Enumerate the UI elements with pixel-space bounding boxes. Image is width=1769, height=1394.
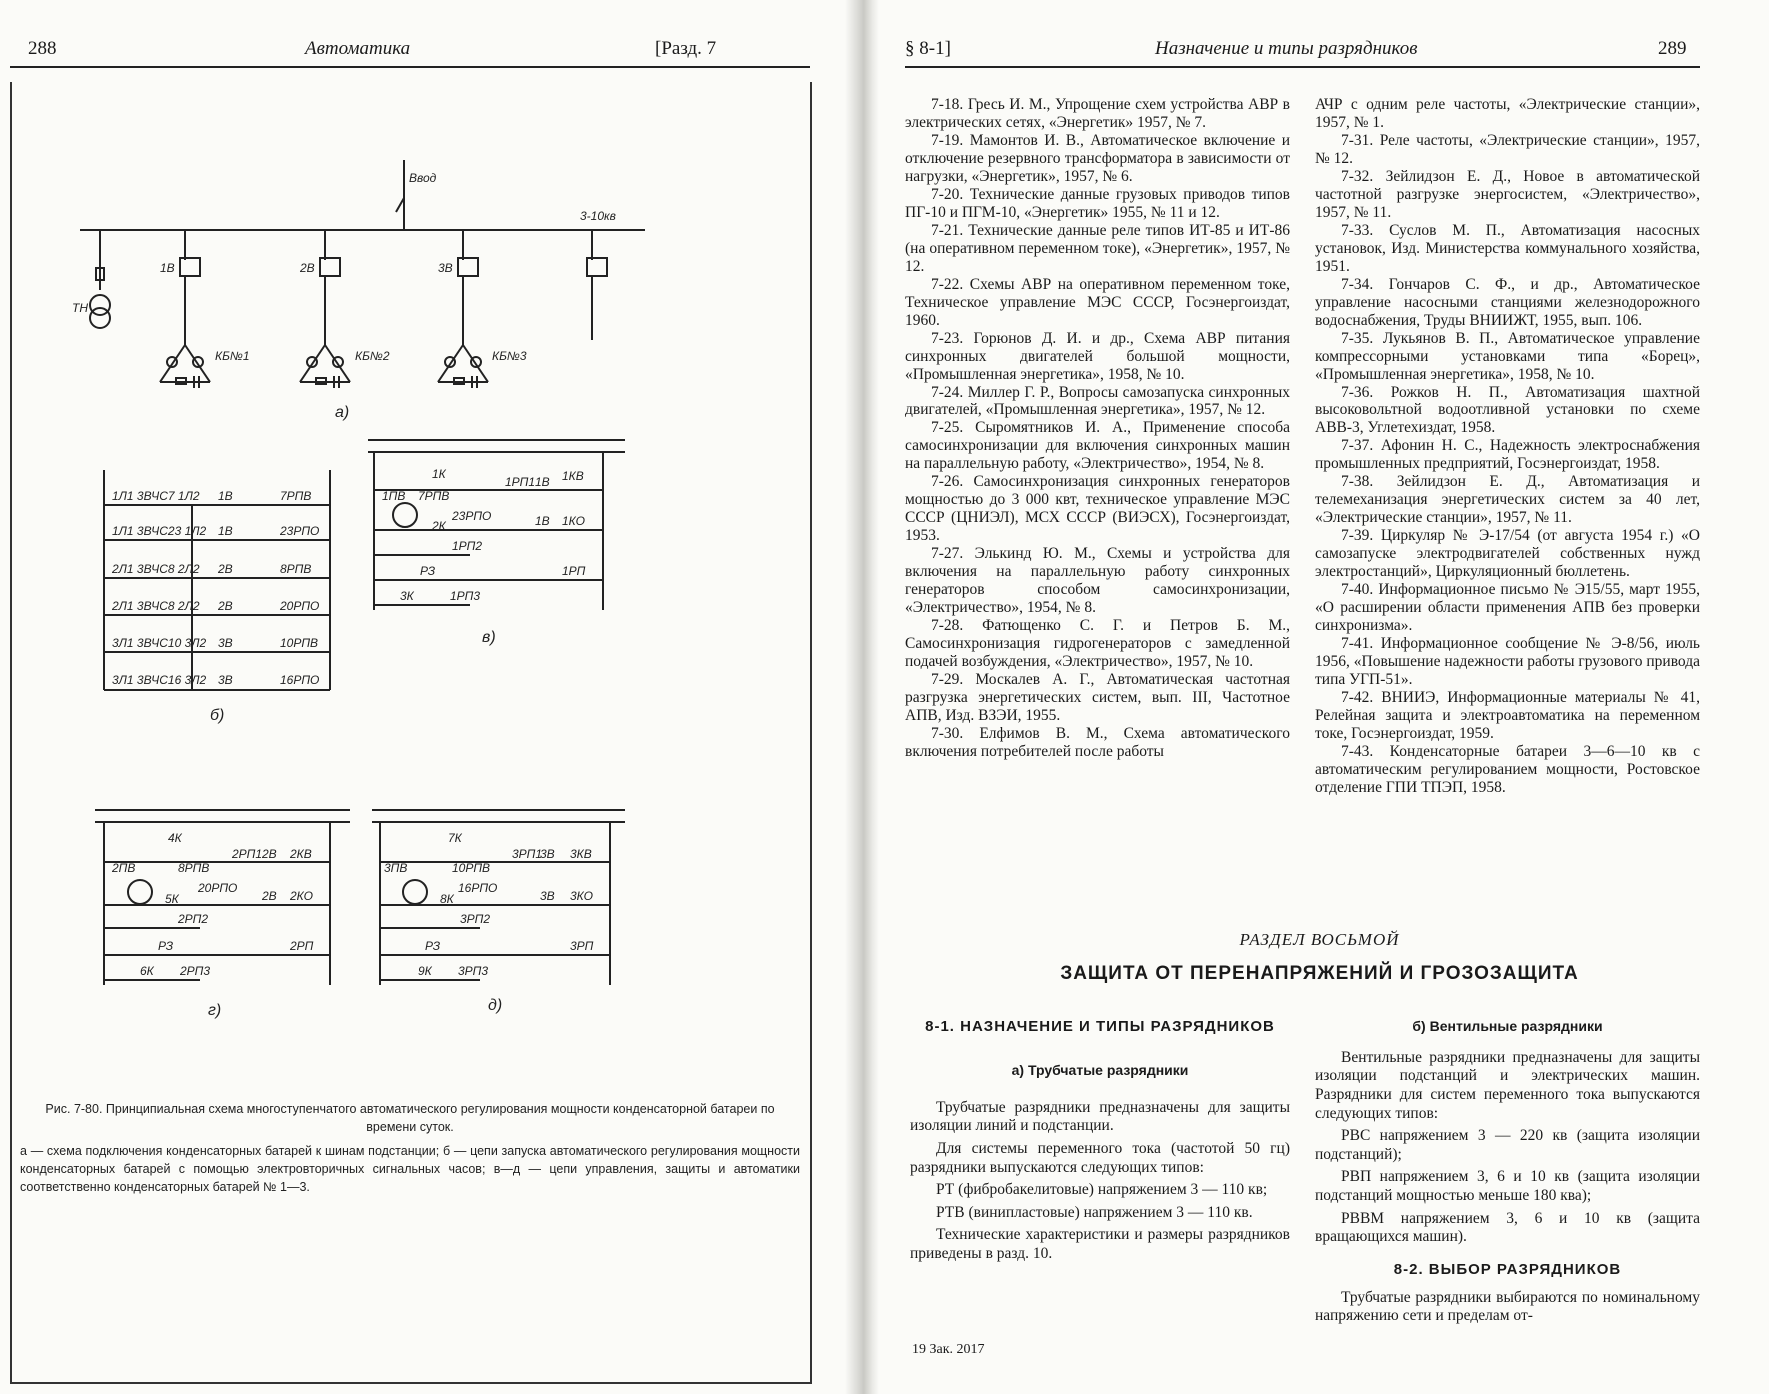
ref-item: 7-20. Технические данные грузовых приводов типов ПГ-10 и ПГМ-10, «Энергетик» 1955, № 11 и 12. bbox=[905, 185, 1290, 221]
ref-item: 7-30. Елфимов В. М., Схема автоматического включения потребителей после работы bbox=[905, 724, 1290, 760]
section-title: ЗАЩИТА ОТ ПЕРЕНАПРЯЖЕНИЙ И ГРОЗОЗАЩИТА bbox=[1060, 963, 1579, 984]
g-label-10: 2КО bbox=[290, 889, 313, 903]
d-label-6: 3РП1 bbox=[512, 847, 543, 861]
ref-item: 7-38. Зейлидзон Е. Д., Автоматизация и телемеханизация энергетических систем за 40 лет, «Электрические станции», 1957, № 11. bbox=[1315, 473, 1700, 527]
battery-3-label: КБ№3 bbox=[492, 349, 527, 363]
circuit-figure bbox=[0, 0, 840, 1095]
body-column-2 bbox=[1315, 1018, 1700, 1330]
right-section-ref: § 8-1] bbox=[905, 38, 951, 59]
g-label-13: 2РП bbox=[290, 939, 314, 953]
v-label-14: 3К bbox=[400, 589, 414, 603]
d-label-14: 9К bbox=[418, 964, 432, 978]
figure-caption-title: Рис. 7-80. Принципиальная схема многоступенчатого автоматического регулирования мощности конденсаторной батареи по времени суток. bbox=[45, 1102, 775, 1135]
g-label-9: 2В bbox=[262, 889, 277, 903]
b-row2-breaker: 1В bbox=[218, 524, 233, 538]
d-label-9: 3В bbox=[540, 889, 555, 903]
battery-1-label: КБ№1 bbox=[215, 349, 250, 363]
ref-item: 7-22. Схемы АВР на оперативном переменном токе, Техническое управление МЭС СССР, Госэнергоиздат, 1960. bbox=[905, 275, 1290, 329]
ref-item: 7-43. Конденсаторные батареи 3—6—10 кв с автоматическим регулированием мощности, Ростовское отделение ГПИ ТПЭП, 1958. bbox=[1315, 742, 1700, 796]
b-row6-contacts: 3Л1 3ВЧС16 3Л2 bbox=[112, 673, 207, 687]
b-row6-relay: 16РПО bbox=[280, 673, 320, 687]
g-label-5: 5К bbox=[165, 892, 179, 906]
references-column-1 bbox=[905, 96, 1290, 761]
g-label-4: 20РПО bbox=[198, 881, 238, 895]
g-label-1: 4К bbox=[168, 831, 182, 845]
b-row3-breaker: 2В bbox=[218, 562, 233, 576]
v-label-2: 1ПВ bbox=[382, 489, 406, 503]
ref-item: 7-24. Миллер Г. Р., Вопросы самозапуска синхронных двигателей, «Промышленная энергетика», 1957, № 12. bbox=[905, 383, 1290, 419]
ref-item: 7-28. Фатющенко С. Г. и Петров Б. М., Самосинхронизация гидрогенераторов с замедленной подачей возбуждения, «Электричество», 1957, № 10. bbox=[905, 617, 1290, 671]
ref-item: 7-23. Горюнов Д. И. и др., Схема АВР питания синхронных двигателей большой мощности, «Промышленная энергетика», 1958, № 10. bbox=[905, 329, 1290, 383]
d-label-1: 7К bbox=[448, 831, 462, 845]
body-paragraph: Для системы переменного тока (частотой 50 гц) разрядники выпускаются следующих типов: bbox=[910, 1139, 1290, 1176]
references-column-2 bbox=[1315, 96, 1700, 797]
b-row4-contacts: 2Л1 3ВЧС8 2Л2 bbox=[112, 599, 200, 613]
right-running-title: Назначение и типы разрядников bbox=[1155, 38, 1418, 59]
ref-item: 7-36. Рожков Н. П., Автоматизация шахтной высоковольтной водоотливной установки по схеме АВВ-3, Углетехиздат, 1958. bbox=[1315, 383, 1700, 437]
body-paragraph: РТВ (винипластовые) напряжением 3 — 110 кв. bbox=[936, 1203, 1253, 1221]
b-row3-relay: 8РПВ bbox=[280, 562, 312, 576]
ref-item: 7-42. ВНИИЭ, Информационные материалы № 41, Релейная защита и электроавтоматика на переменном токе, Госэнергоиздат, 1959. bbox=[1315, 688, 1700, 742]
d-label-12: РЗ bbox=[425, 939, 441, 953]
body-paragraph: Трубчатые разрядники выбираются по номинальному напряжению сети и пределам от- bbox=[1315, 1288, 1700, 1325]
v-label-10: 1КО bbox=[562, 514, 585, 528]
v-label-13: 1РП bbox=[562, 564, 586, 578]
left-page-number: 288 bbox=[28, 38, 57, 59]
b-row2-relay: 23РПО bbox=[280, 524, 320, 538]
ref-item: 7-21. Технические данные реле типов ИТ-85 и ИТ-86 (на оперативном переменном токе), «Энергетик», 1957, № 12. bbox=[905, 221, 1290, 275]
d-label-4: 16РПО bbox=[458, 881, 498, 895]
body-paragraph: Трубчатые разрядники предназначены для защиты изоляции линий и подстанции. bbox=[910, 1098, 1290, 1135]
ref-item: 7-33. Суслов М. П., Автоматизация насосных установок, Изд. Министерства коммунального хозяйства, 1951. bbox=[1315, 221, 1700, 275]
right-page-number: 289 bbox=[1658, 38, 1687, 59]
b-row5-contacts: 3Л1 3ВЧС10 3Л2 bbox=[112, 636, 207, 650]
breaker-2-label: 2В bbox=[300, 261, 315, 275]
heading-8-2: 8-2. ВЫБОР РАЗРЯДНИКОВ bbox=[1393, 1260, 1622, 1278]
ref-item: 7-40. Информационное письмо № Э15/55, март 1955, «О расширении области применения АПВ без проверки синхронизма». bbox=[1315, 581, 1700, 635]
g-label-15: 2РП3 bbox=[180, 964, 211, 978]
g-label-11: 2РП2 bbox=[178, 912, 209, 926]
b-row2-contacts: 1Л1 3ВЧС23 1Л2 bbox=[112, 524, 207, 538]
ref-item: 7-18. Гресь И. М., Упрощение схем устройства АВР в электрических сетях, «Энергетик» 1957, № 7. bbox=[905, 96, 1290, 131]
ref-item: 7-41. Информационное сообщение № Э-8/56, июль 1956, «Повышение надежности работы грузового привода типа УГП-51». bbox=[1315, 635, 1700, 688]
b-row5-breaker: 3В bbox=[218, 636, 233, 650]
v-label-12: РЗ bbox=[420, 564, 436, 578]
ref-item: 7-34. Гончаров С. Ф., и др., Автоматическое управление насосными станциями железнодорожного водоснабжения, Труды ВНИИЖТ, 1955, вып. 106. bbox=[1315, 275, 1700, 329]
g-label-8: 2КВ bbox=[290, 847, 312, 861]
v-label-5: 2К bbox=[432, 519, 446, 533]
v-label-7: 1В bbox=[535, 475, 550, 489]
d-label-7: 3В bbox=[540, 847, 555, 861]
v-label-8: 1КВ bbox=[562, 469, 584, 483]
ref-item: 7-35. Лукьянов В. П., Автоматическое управление компрессорными установками типа «Борец», «Промышленная энергетика», 1958, № 10. bbox=[1315, 329, 1700, 383]
body-paragraph: Технические характеристики и размеры разрядников приведены в разд. 10. bbox=[910, 1226, 1290, 1262]
g-label-6: 2РП1 bbox=[232, 847, 263, 861]
battery-2-label: КБ№2 bbox=[355, 349, 390, 363]
b-row1-contacts: 1Л1 3ВЧС7 1Л2 bbox=[112, 489, 200, 503]
g-label-12: РЗ bbox=[158, 939, 174, 953]
diagram-g-sublabel: г) bbox=[208, 1002, 222, 1019]
right-header-rule bbox=[905, 66, 1700, 68]
ref-item: 7-25. Сыромятников И. А., Применение способа самосинхронизации для включения синхронных машин на параллельную работу, «Электричество», 1954, № 8. bbox=[905, 419, 1290, 473]
diagram-b-sublabel: б) bbox=[210, 707, 225, 724]
bus-label: 3-10кв bbox=[580, 209, 616, 223]
subheading-a: а) Трубчатые разрядники bbox=[1011, 1062, 1189, 1078]
b-row4-breaker: 2В bbox=[218, 599, 233, 613]
breaker-1-label: 1В bbox=[160, 261, 175, 275]
body-paragraph: РВВМ напряжением 3, 6 и 10 кв (защита вращающихся машин). bbox=[1315, 1209, 1700, 1246]
figure-caption-legend: а — схема подключения конденсаторных батарей к шинам подстанции; б — цепи запуска автоматического регулирования мощности конденсаторных батарей с помощью электровторичных сигнальных часов; в—д — цепи управления, защиты и автоматики соответственно конденсаторных батарей № 1—3. bbox=[20, 1144, 800, 1195]
g-label-2: 2ПВ bbox=[112, 861, 136, 875]
print-footer: 19 Зак. 2017 bbox=[912, 1342, 985, 1357]
g-label-3: 8РПВ bbox=[178, 861, 210, 875]
d-label-10: 3КО bbox=[570, 889, 593, 903]
v-label-3: 7РПВ bbox=[418, 489, 450, 503]
b-row1-relay: 7РПВ bbox=[280, 489, 312, 503]
g-label-14: 6К bbox=[140, 964, 154, 978]
d-label-13: 3РП bbox=[570, 939, 594, 953]
v-label-6: 1РП1 bbox=[505, 475, 536, 489]
body-paragraph: РВП напряжением 3, 6 и 10 кв (защита изоляции подстанций мощностью меньше 180 ква); bbox=[1315, 1168, 1700, 1204]
ref-item: 7-19. Мамонтов И. В., Автоматическое включение и отключение резервного трансформатора в зависимости от нагрузки, «Энергетик», 1957, № 6. bbox=[905, 131, 1290, 185]
ref-item: 7-32. Зейлидзон Е. Д., Новое в автоматической частотной разгрузке энергосистем, «Электричество», 1957, № 11. bbox=[1315, 167, 1700, 221]
b-row3-contacts: 2Л1 3ВЧС8 2Л2 bbox=[112, 562, 200, 576]
b-row1-breaker: 1В bbox=[218, 489, 233, 503]
ref-item: АЧР с одним реле частоты, «Электрические станции», 1957, № 1. bbox=[1315, 96, 1700, 131]
body-paragraph: Вентильные разрядники предназначены для защиты изоляции подстанций и электрических машин. Разрядники для систем переменного тока выпускаются следующих типов: bbox=[1315, 1048, 1700, 1122]
section-label: РАЗДЕЛ ВОСЬМОЙ bbox=[1239, 930, 1400, 949]
ref-item: 7-26. Самосинхронизация синхронных генераторов мощностью до 3 000 квт, техническое управление МЭС СССР (ЦНИЭЛ), МСХ СССР (ВИЭСХ), Госэнергоиздат, 1953. bbox=[905, 473, 1290, 545]
v-label-11: 1РП2 bbox=[452, 539, 483, 553]
body-column-1 bbox=[910, 1018, 1290, 1268]
b-row5-relay: 10РПВ bbox=[280, 636, 319, 650]
d-label-3: 10РПВ bbox=[452, 861, 491, 875]
tn-label: ТН bbox=[72, 301, 88, 315]
ref-item: 7-39. Циркуляр № Э-17/54 (от августа 1954 г.) «О самозапуске электродвигателей собственных нужд электростанций», Циркуляционный бюллетень. bbox=[1315, 527, 1700, 581]
ref-item: 7-31. Реле частоты, «Электрические станции», 1957, № 12. bbox=[1315, 131, 1700, 167]
body-paragraph: РТ (фибробакелитовые) напряжением 3 — 110 кв; bbox=[936, 1181, 1268, 1199]
ref-item: 7-27. Элькинд Ю. М., Схемы и устройства для включения на параллельную работу синхронных генераторов способом самосинхронизации, «Электричество», 1954, № 8. bbox=[905, 545, 1290, 617]
b-row4-relay: 20РПО bbox=[280, 599, 320, 613]
book-gutter bbox=[845, 0, 879, 1394]
d-label-8: 3КВ bbox=[570, 847, 592, 861]
v-label-9: 1В bbox=[535, 514, 550, 528]
d-label-5: 8К bbox=[440, 892, 454, 906]
diagram-a-sublabel: а) bbox=[335, 404, 350, 421]
body-paragraph: РВС напряжением 3 — 220 кв (защита изоляции подстанций); bbox=[1315, 1127, 1700, 1163]
d-label-2: 3ПВ bbox=[384, 861, 408, 875]
breaker-3-label: 3В bbox=[438, 261, 453, 275]
input-label: Ввод bbox=[409, 171, 437, 185]
diagram-v-sublabel: в) bbox=[482, 629, 496, 646]
subheading-b: б) Вентильные разрядники bbox=[1412, 1018, 1603, 1034]
d-label-15: 3РП3 bbox=[458, 964, 489, 978]
ref-item: 7-29. Москалев А. Г., Автоматическая частотная разгрузка энергетических систем, вып. III, Частотное АПВ, Изд. ВЗЭИ, 1955. bbox=[905, 671, 1290, 724]
ref-item: 7-37. Афонин Н. С., Надежность электроснабжения промышленных предприятий, Госэнергоиздат, 1958. bbox=[1315, 437, 1700, 473]
d-label-11: 3РП2 bbox=[460, 912, 491, 926]
heading-8-1: 8-1. НАЗНАЧЕНИЕ И ТИПЫ РАЗРЯДНИКОВ bbox=[925, 1018, 1275, 1035]
v-label-1: 1К bbox=[432, 467, 446, 481]
b-row6-breaker: 3В bbox=[218, 673, 233, 687]
v-label-4: 23РПО bbox=[452, 509, 492, 523]
v-label-15: 1РП3 bbox=[450, 589, 481, 603]
g-label-7: 2В bbox=[262, 847, 277, 861]
diagram-d-sublabel: д) bbox=[488, 997, 503, 1014]
left-section-ref: [Разд. 7 bbox=[655, 38, 717, 59]
left-running-title: Автоматика bbox=[305, 38, 411, 59]
